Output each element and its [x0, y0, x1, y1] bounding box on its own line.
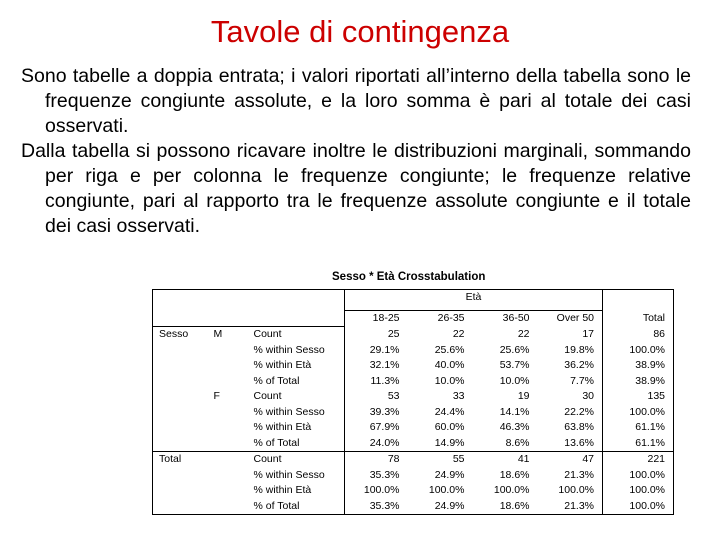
slide-title: Tavole di contingenza [210, 14, 510, 49]
column-header: 36-50 [473, 311, 538, 327]
table-cell: 78 [345, 452, 408, 468]
row-stat-label: % within Età [253, 484, 312, 496]
table-row [153, 452, 674, 468]
table-cell: 8.6% [505, 436, 530, 449]
table-cell: 100.0% [603, 405, 674, 421]
table-cell: 61.1% [603, 420, 674, 436]
table-cell: 100.0% [603, 468, 674, 484]
row-group-label [208, 468, 248, 484]
table-cell: 60.0% [434, 421, 465, 433]
table-cell: 22.2% [564, 405, 595, 418]
table-cell: 25 [345, 327, 408, 343]
table-cell: 47 [538, 452, 603, 468]
table-cell: 14.9% [434, 436, 465, 449]
table-cell: 135 [603, 389, 674, 405]
table-cell: 100.0% [603, 483, 674, 499]
row-group-label [153, 374, 208, 390]
column-group-label: Età [345, 290, 603, 311]
table-row [153, 389, 674, 405]
table-cell: 39.3% [345, 405, 408, 421]
table-row [153, 343, 674, 359]
column-header: Over 50 [538, 311, 603, 327]
row-group-label [208, 420, 248, 436]
table-cell: 24.4% [434, 405, 465, 418]
column-header: Total [603, 311, 674, 327]
row-group-label: Total [153, 452, 208, 468]
table-cell: 36.2% [564, 359, 595, 371]
table-cell: 38.9% [603, 358, 674, 374]
row-stat-label: % within Sesso [253, 468, 325, 481]
table-row [153, 358, 674, 374]
row-group-label [208, 452, 248, 468]
header-blank [248, 311, 345, 327]
table-cell: 100.0% [345, 483, 408, 499]
table-cell: 67.9% [345, 420, 408, 436]
table-cell: 7.7% [570, 374, 595, 387]
row-group-label: M [208, 327, 248, 343]
table-cell: 18.6% [499, 468, 530, 481]
header-blank [603, 290, 674, 311]
table-cell: 22 [517, 328, 530, 340]
crosstab-table [152, 289, 674, 515]
table-cell: 29.1% [345, 343, 408, 359]
row-group-label [153, 405, 208, 421]
table-cell: 100.0% [558, 484, 595, 496]
row-stat-label: Count [248, 452, 345, 468]
row-stat-label: % within Età [253, 359, 312, 371]
row-stat-label: % of Total [248, 499, 345, 515]
table-cell: 221 [603, 452, 674, 468]
table-row [153, 436, 674, 452]
row-stat-label: % within Età [253, 421, 312, 433]
row-group-label [153, 483, 208, 499]
table-cell: 33 [452, 390, 465, 402]
row-group-label [153, 420, 208, 436]
row-stat-label: % of Total [253, 374, 300, 387]
table-cell: 10.0% [434, 374, 465, 387]
row-stat-label: % within Sesso [253, 405, 325, 418]
table-cell: 24.9% [434, 468, 465, 481]
table-cell: 11.3% [345, 374, 408, 390]
table-cell: 35.3% [345, 499, 408, 515]
row-stat-label: Count [248, 327, 345, 343]
table-cell: 13.6% [564, 436, 595, 449]
paragraph-definition: Sono tabelle a doppia entrata; i valori riportati all’interno della tabella sono le frequenze congiunte assolute, e la loro somma è pari al totale dei casi osservati. [21, 65, 691, 137]
header-row-columns [153, 311, 674, 327]
table-cell: 19 [517, 390, 530, 402]
row-stat-label: Count [253, 390, 282, 402]
paragraph-marginals: Dalla tabella si possono ricavare inoltre le distribuzioni marginali, sommando per riga e per colonna le frequenze congiunte; le frequenze relative congiunte, pari al rapporto tra le frequenze assolute congiunte e il totale dei casi osservati. [21, 140, 691, 237]
table-cell: 25.6% [499, 343, 530, 356]
table-row [153, 405, 674, 421]
table-cell: 46.3% [499, 421, 530, 433]
header-blank [248, 290, 345, 311]
table-cell: 30 [582, 390, 595, 402]
table-cell: 100.0% [428, 484, 465, 496]
table-cell: 24.0% [345, 436, 408, 452]
table-cell: 21.3% [538, 499, 603, 515]
column-header: 18-25 [345, 311, 408, 327]
table-cell: 53 [345, 389, 408, 405]
crosstab-title: Sesso * Età Crosstabulation [332, 271, 486, 283]
table-cell: 25.6% [434, 343, 465, 356]
table-row [153, 327, 674, 343]
row-group-label [153, 468, 208, 484]
row-group-label [153, 358, 208, 374]
row-group-label [208, 483, 248, 499]
table-cell: 40.0% [434, 359, 465, 371]
table-row [153, 483, 674, 499]
header-blank [208, 311, 248, 327]
row-group-label: F [213, 390, 220, 402]
table-row [153, 420, 674, 436]
table-cell: 10.0% [499, 374, 530, 387]
row-group-label [208, 343, 248, 359]
table-cell: 61.1% [603, 436, 674, 452]
row-group-label [153, 499, 208, 515]
row-group-label [153, 343, 208, 359]
table-cell: 100.0% [493, 484, 530, 496]
header-blank [208, 290, 248, 311]
row-group-label [208, 436, 248, 452]
table-cell: 19.8% [564, 343, 595, 356]
row-group-label [208, 405, 248, 421]
row-stat-label: % of Total [253, 436, 300, 449]
table-cell: 22 [452, 328, 465, 340]
table-cell: 63.8% [564, 421, 595, 433]
table-row [153, 468, 674, 484]
body-text [21, 64, 691, 239]
table-row [153, 374, 674, 390]
column-header: 26-35 [408, 311, 473, 327]
row-group-label [208, 499, 248, 515]
table-cell: 41 [473, 452, 538, 468]
table-cell: 18.6% [473, 499, 538, 515]
header-blank [153, 290, 208, 311]
table-cell: 53.7% [499, 359, 530, 371]
table-cell: 55 [408, 452, 473, 468]
row-group-label [153, 389, 208, 405]
table-cell: 100.0% [603, 343, 674, 359]
row-stat-label: % within Sesso [253, 343, 325, 356]
table-cell: 35.3% [345, 468, 408, 484]
table-row [153, 499, 674, 515]
header-row-group [153, 290, 674, 311]
row-group-label [208, 358, 248, 374]
table-cell: 21.3% [564, 468, 595, 481]
table-cell: 24.9% [408, 499, 473, 515]
table-cell: 38.9% [603, 374, 674, 390]
table-cell: 17 [582, 328, 595, 340]
table-cell: 86 [603, 327, 674, 343]
table-cell: 32.1% [345, 358, 408, 374]
table-cell: 14.1% [499, 405, 530, 418]
header-blank [153, 311, 208, 327]
row-group-label [153, 436, 208, 452]
row-group-label [208, 374, 248, 390]
row-variable-label: Sesso [153, 327, 208, 343]
table-cell: 100.0% [603, 499, 674, 515]
